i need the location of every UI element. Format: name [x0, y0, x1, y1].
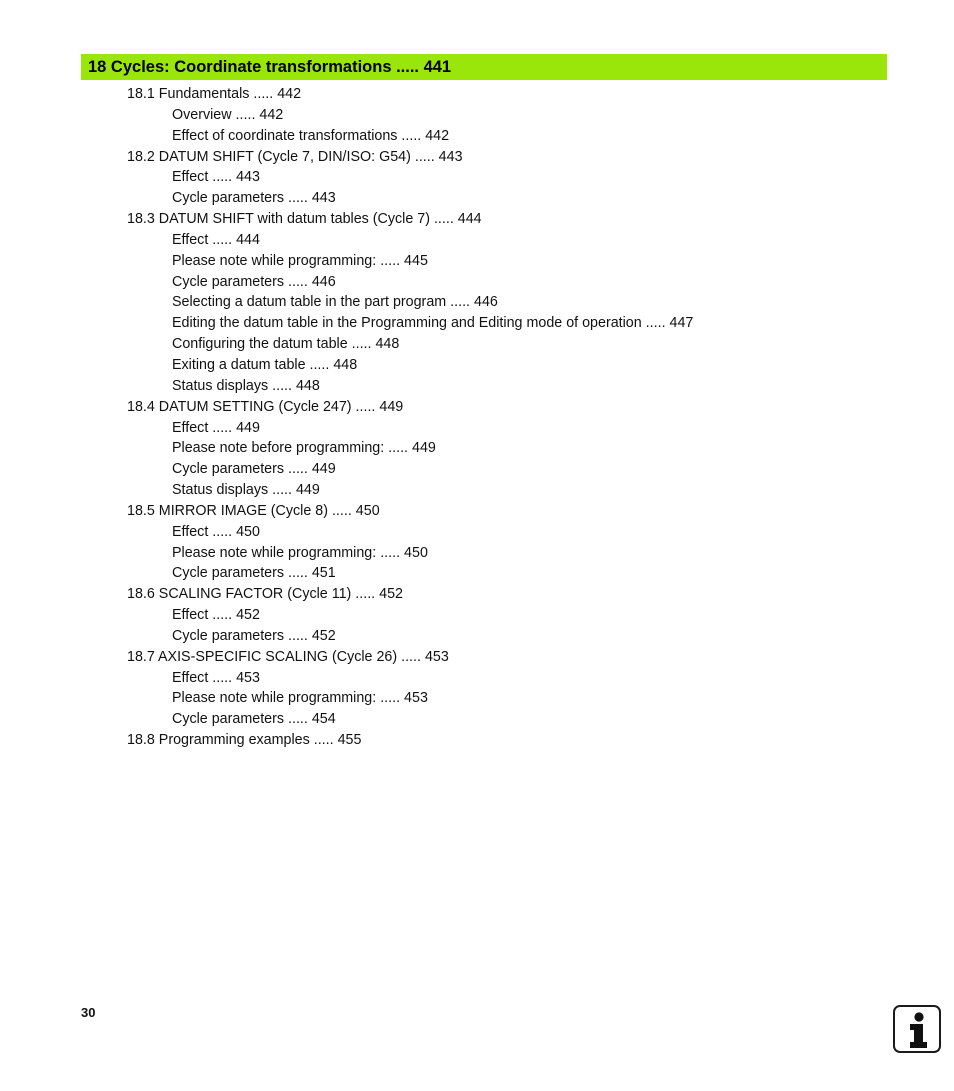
table-of-contents: [0, 84, 954, 751]
info-icon: [893, 1005, 941, 1053]
toc-subsection-entry[interactable]: Cycle parameters ..... 449: [172, 461, 336, 478]
toc-subsection-entry[interactable]: Status displays ..... 449: [172, 482, 320, 499]
toc-subsection-entry[interactable]: Effect ..... 450: [172, 523, 260, 540]
toc-subsection-entry[interactable]: Effect ..... 453: [172, 669, 260, 686]
toc-section-entry[interactable]: 18.8 Programming examples ..... 455: [127, 732, 362, 749]
toc-section-entry[interactable]: 18.2 DATUM SHIFT (Cycle 7, DIN/ISO: G54) ..... 443: [127, 148, 463, 165]
toc-subsection-entry[interactable]: Effect ..... 449: [172, 419, 260, 436]
toc-subsection-entry[interactable]: Selecting a datum table in the part program ..... 446: [172, 294, 498, 311]
toc-section-entry[interactable]: 18.6 SCALING FACTOR (Cycle 11) ..... 452: [127, 586, 403, 603]
toc-section-entry[interactable]: 18.1 Fundamentals ..... 442: [127, 86, 302, 102]
chapter-title: 18 Cycles: Coordinate transformations ..... 441: [88, 58, 452, 76]
toc-subsection-entry[interactable]: Effect ..... 443: [172, 169, 260, 186]
toc-subsection-entry[interactable]: Cycle parameters ..... 454: [172, 711, 336, 728]
page-number: 30: [81, 1005, 96, 1020]
toc-subsection-entry[interactable]: Cycle parameters ..... 452: [172, 627, 336, 644]
info-glyph: [895, 1007, 939, 1051]
toc-subsection-entry[interactable]: Please note while programming: ..... 445: [172, 252, 428, 269]
toc-subsection-entry[interactable]: Cycle parameters ..... 446: [172, 273, 336, 290]
toc-section-entry[interactable]: 18.7 AXIS-SPECIFIC SCALING (Cycle 26) ..... 453: [127, 648, 449, 665]
toc-subsection-entry[interactable]: Configuring the datum table ..... 448: [172, 336, 400, 353]
toc-subsection-entry[interactable]: Cycle parameters ..... 443: [172, 190, 336, 207]
toc-section-entry[interactable]: 18.4 DATUM SETTING (Cycle 247) ..... 449: [127, 398, 404, 415]
toc-subsection-entry[interactable]: Effect of coordinate transformations ..... 442: [172, 127, 450, 144]
toc-subsection-entry[interactable]: Please note while programming: ..... 453: [172, 690, 428, 707]
toc-subsection-entry[interactable]: Please note while programming: ..... 450: [172, 544, 428, 561]
toc-section-entry[interactable]: 18.5 MIRROR IMAGE (Cycle 8) ..... 450: [127, 502, 380, 519]
toc-subsection-entry[interactable]: Editing the datum table in the Programming and Editing mode of operation ..... 447: [172, 315, 694, 332]
toc-subsection-entry[interactable]: Overview ..... 442: [172, 106, 284, 123]
toc-subsection-entry[interactable]: Effect ..... 444: [172, 231, 260, 248]
toc-section-entry[interactable]: 18.3 DATUM SHIFT with datum tables (Cycle 7) ..... 444: [127, 211, 482, 228]
toc-subsection-entry[interactable]: Please note before programming: ..... 449: [172, 440, 436, 457]
chapter-header-bar: [81, 54, 887, 80]
toc-subsection-entry[interactable]: Status displays ..... 448: [172, 377, 320, 394]
toc-subsection-entry[interactable]: Cycle parameters ..... 451: [172, 565, 336, 582]
toc-subsection-entry[interactable]: Effect ..... 452: [172, 607, 260, 624]
toc-subsection-entry[interactable]: Exiting a datum table ..... 448: [172, 356, 358, 373]
